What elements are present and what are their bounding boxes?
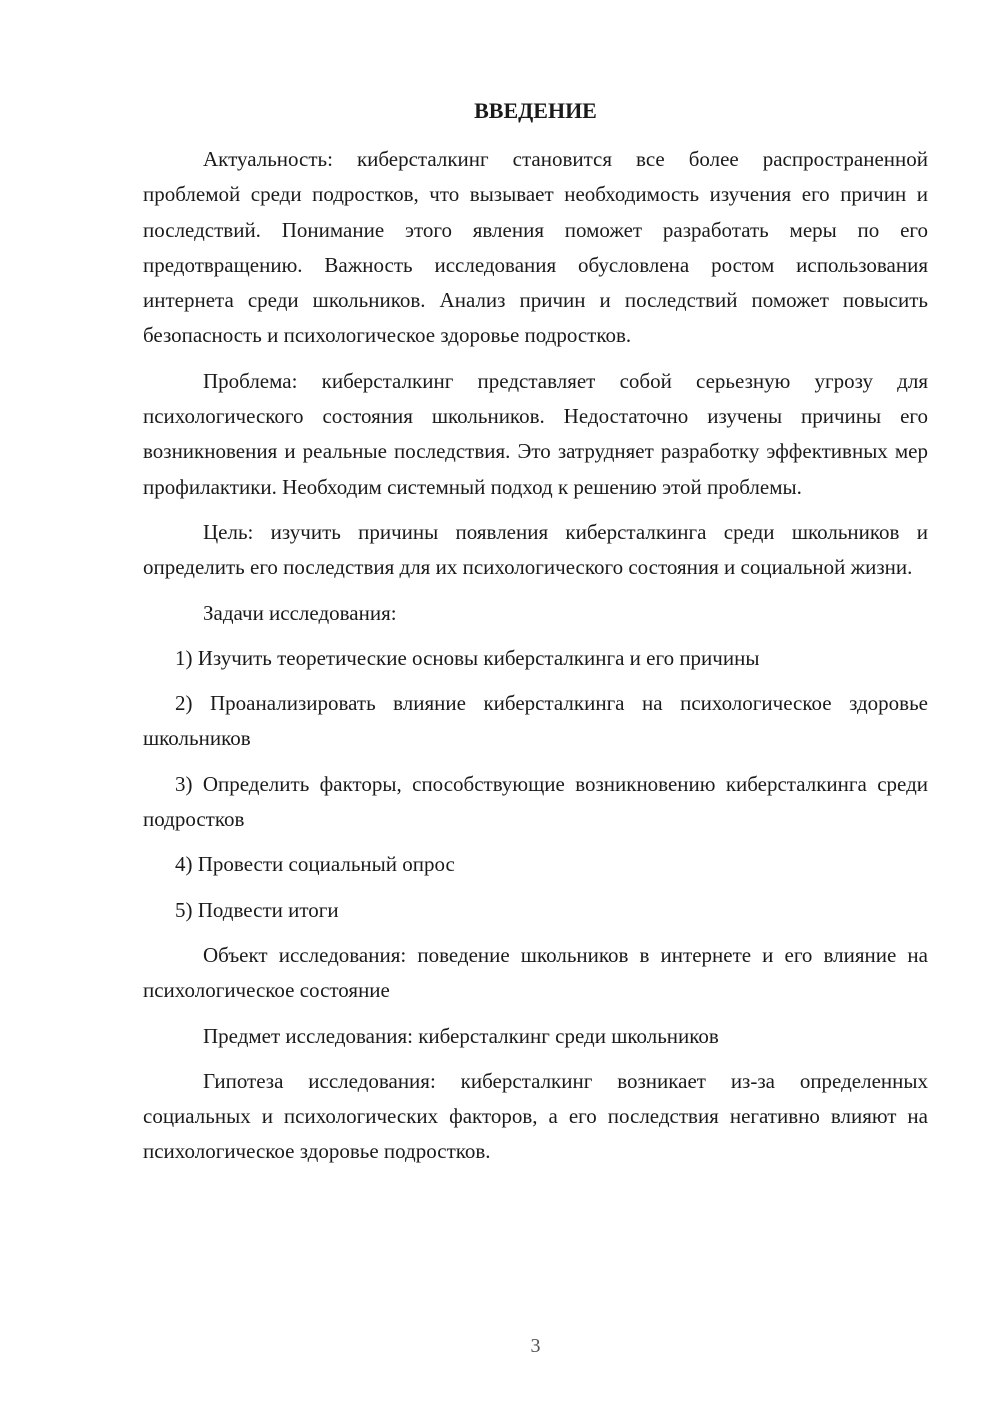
section-title: ВВЕДЕНИЕ — [474, 98, 597, 123]
paragraph-problem: Проблема: киберсталкинг представляет собой серьезную угрозу для психологического состояния школьников. Недостаточно изучены причины его возникновения и реальные последствия. Это затрудняет разработку эффективных мер профилактики. Необходим системный подход к решению этой проблемы. — [143, 368, 928, 499]
task-item-5: 5) Подвести итоги — [175, 897, 339, 922]
paragraph-object: Объект исследования: поведение школьников в интернете и его влияние на психологическое состояние — [143, 942, 928, 1003]
paragraph-hypothesis: Гипотеза исследования: киберсталкинг возникает из-за определенных социальных и психологических факторов, а его последствия негативно влияют на психологическое здоровье подростков. — [143, 1068, 928, 1164]
task-item-3: 3) Определить факторы, способствующие возникновению киберсталкинга среди подростков — [143, 771, 928, 832]
document-body — [143, 142, 928, 1180]
paragraph-subject: Предмет исследования: киберсталкинг среди школьников — [203, 1023, 719, 1048]
paragraph-relevance: Актуальность: киберсталкинг становится все более распространенной проблемой среди подростков, что вызывает необходимость изучения его причин и последствий. Понимание этого явления поможет разработать меры по его предотвращению. Важность исследования обусловлена ростом использования интернета среди школьников. Анализ причин и последствий поможет повысить безопасность и психологическое здоровье подростков. — [143, 147, 928, 348]
document-page — [143, 0, 928, 1414]
paragraph-goal: Цель: изучить причины появления киберсталкинга среди школьников и определить его последствия для их психологического состояния и социальной жизни. — [143, 519, 928, 580]
tasks-heading: Задачи исследования: — [203, 600, 397, 625]
task-item-4: 4) Провести социальный опрос — [175, 852, 455, 877]
task-item-1: 1) Изучить теоретические основы киберсталкинга и его причины — [175, 645, 760, 670]
task-item-2: 2) Проанализировать влияние киберсталкинга на психологическое здоровье школьников — [143, 691, 928, 751]
page-number: 3 — [530, 1335, 541, 1357]
